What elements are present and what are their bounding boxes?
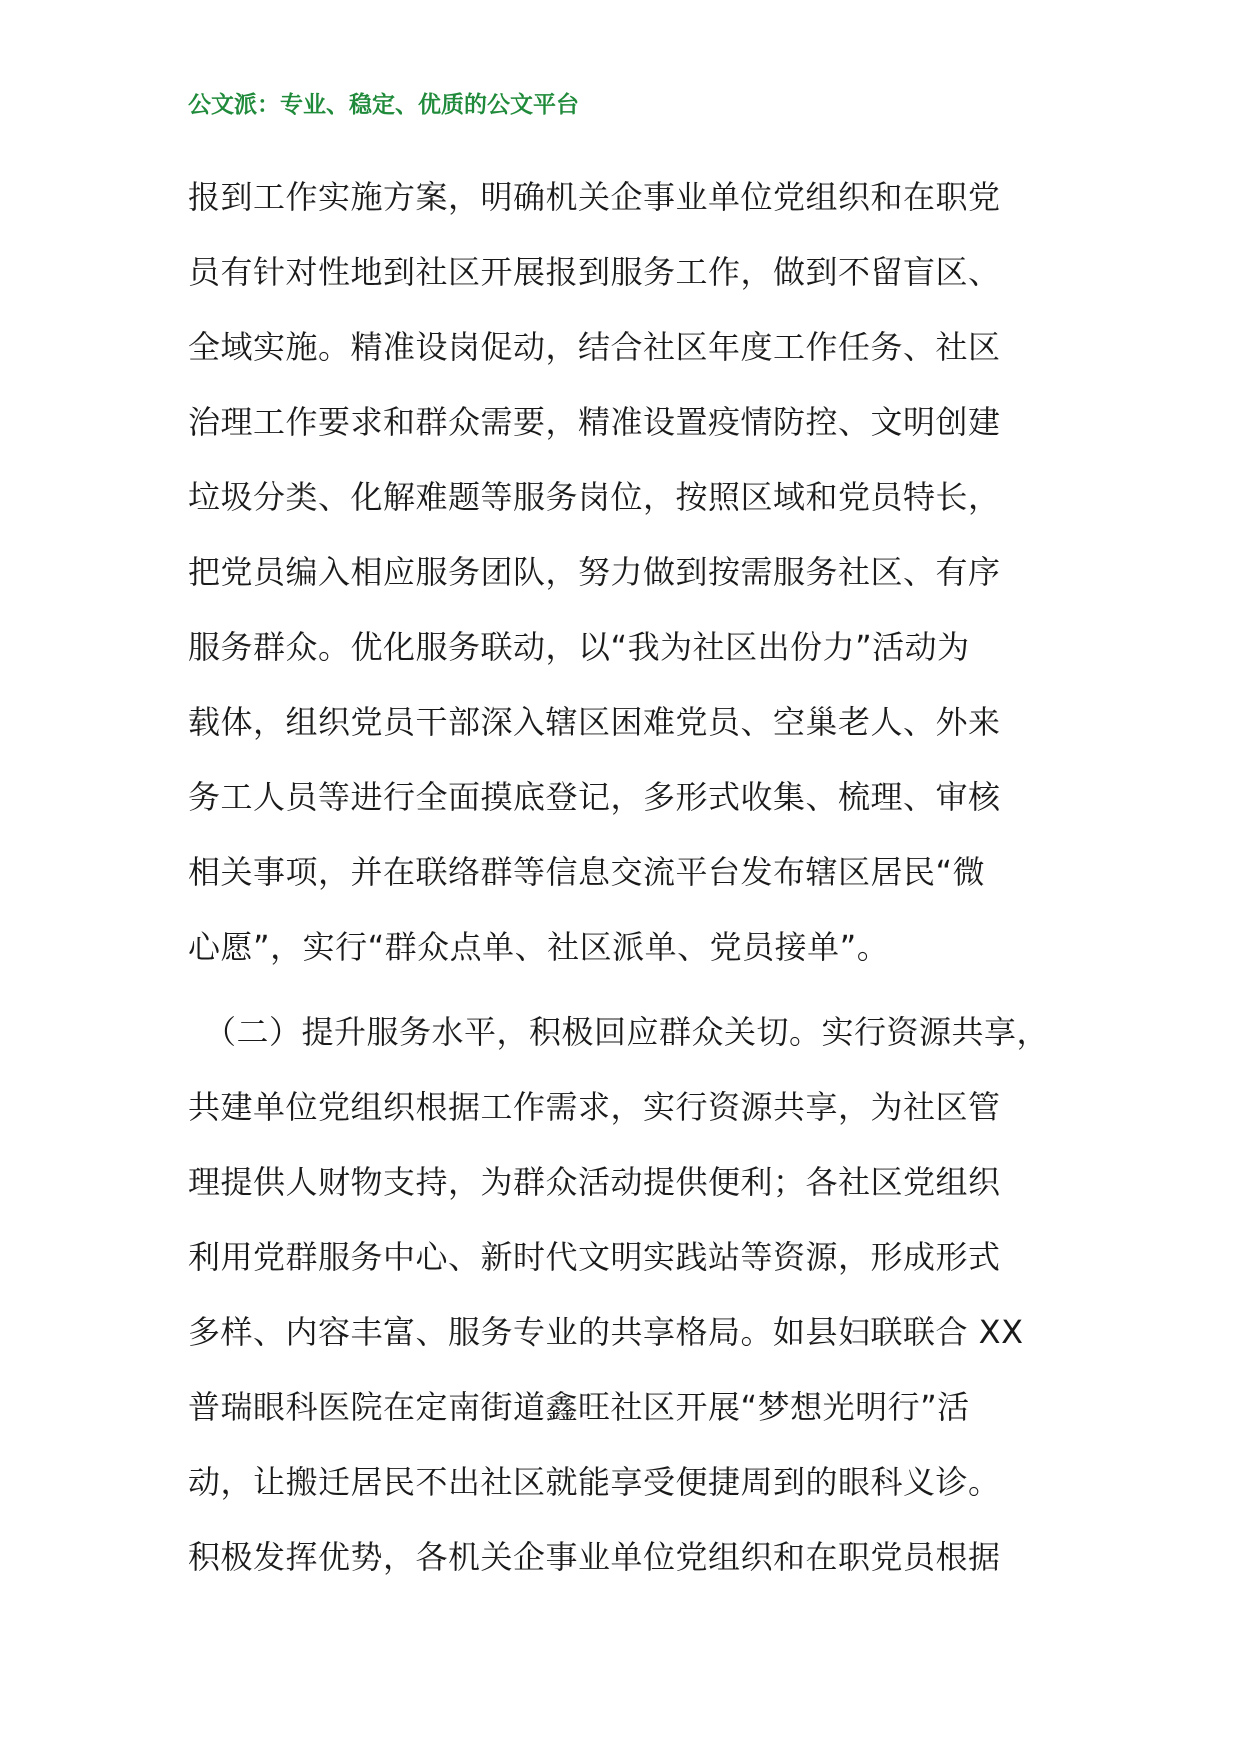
text-line: 心愿”，实行“群众点单、社区派单、党员接单”。 [188,928,890,966]
text-line: 理提供人财物支持，为群众活动提供便利；各社区党组织 [188,1163,1001,1201]
text-line: 利用党群服务中心、新时代文明实践站等资源，形成形式 [188,1238,1001,1276]
text-line: 积极发挥优势，各机关企事业单位党组织和在职党员根据 [188,1538,1001,1576]
paragraph [188,995,1088,1595]
text-line: 员有针对性地到社区开展报到服务工作，做到不留盲区、 [188,253,1001,291]
text-line: 相关事项，并在联络群等信息交流平台发布辖区居民“微 [188,853,986,891]
text-line: 治理工作要求和群众需要，精准设置疫情防控、文明创建 [188,403,1001,441]
paragraph [188,160,1088,985]
page-header: 公文派：专业、稳定、优质的公文平台 [188,92,579,118]
text-line: 垃圾分类、化解难题等服务岗位，按照区域和党员特长， [188,478,1001,516]
text-line: 务工人员等进行全面摸底登记，多形式收集、梳理、审核 [188,778,1001,816]
text-line: 多样、内容丰富、服务专业的共享格局。如县妇联联合 XX [188,1313,1024,1351]
paragraph-gap [188,985,1088,995]
document-body [188,160,1088,1595]
text-line: 普瑞眼科医院在定南街道鑫旺社区开展“梦想光明行”活 [188,1388,970,1426]
text-line: 共建单位党组织根据工作需求，实行资源共享，为社区管 [188,1088,1001,1126]
text-line: 载体，组织党员干部深入辖区困难党员、空巢老人、外来 [188,703,1001,741]
text-line: 服务群众。优化服务联动，以“我为社区出份力”活动为 [188,628,970,666]
text-line: 报到工作实施方案，明确机关企事业单位党组织和在职党 [188,178,1001,216]
text-line: （二）提升服务水平，积极回应群众关切。实行资源共享， [204,1013,1050,1051]
text-line: 把党员编入相应服务团队，努力做到按需服务社区、有序 [188,553,1001,591]
text-line: 全域实施。精准设岗促动，结合社区年度工作任务、社区 [188,328,1001,366]
text-line: 动，让搬迁居民不出社区就能享受便捷周到的眼科义诊。 [188,1463,1001,1501]
